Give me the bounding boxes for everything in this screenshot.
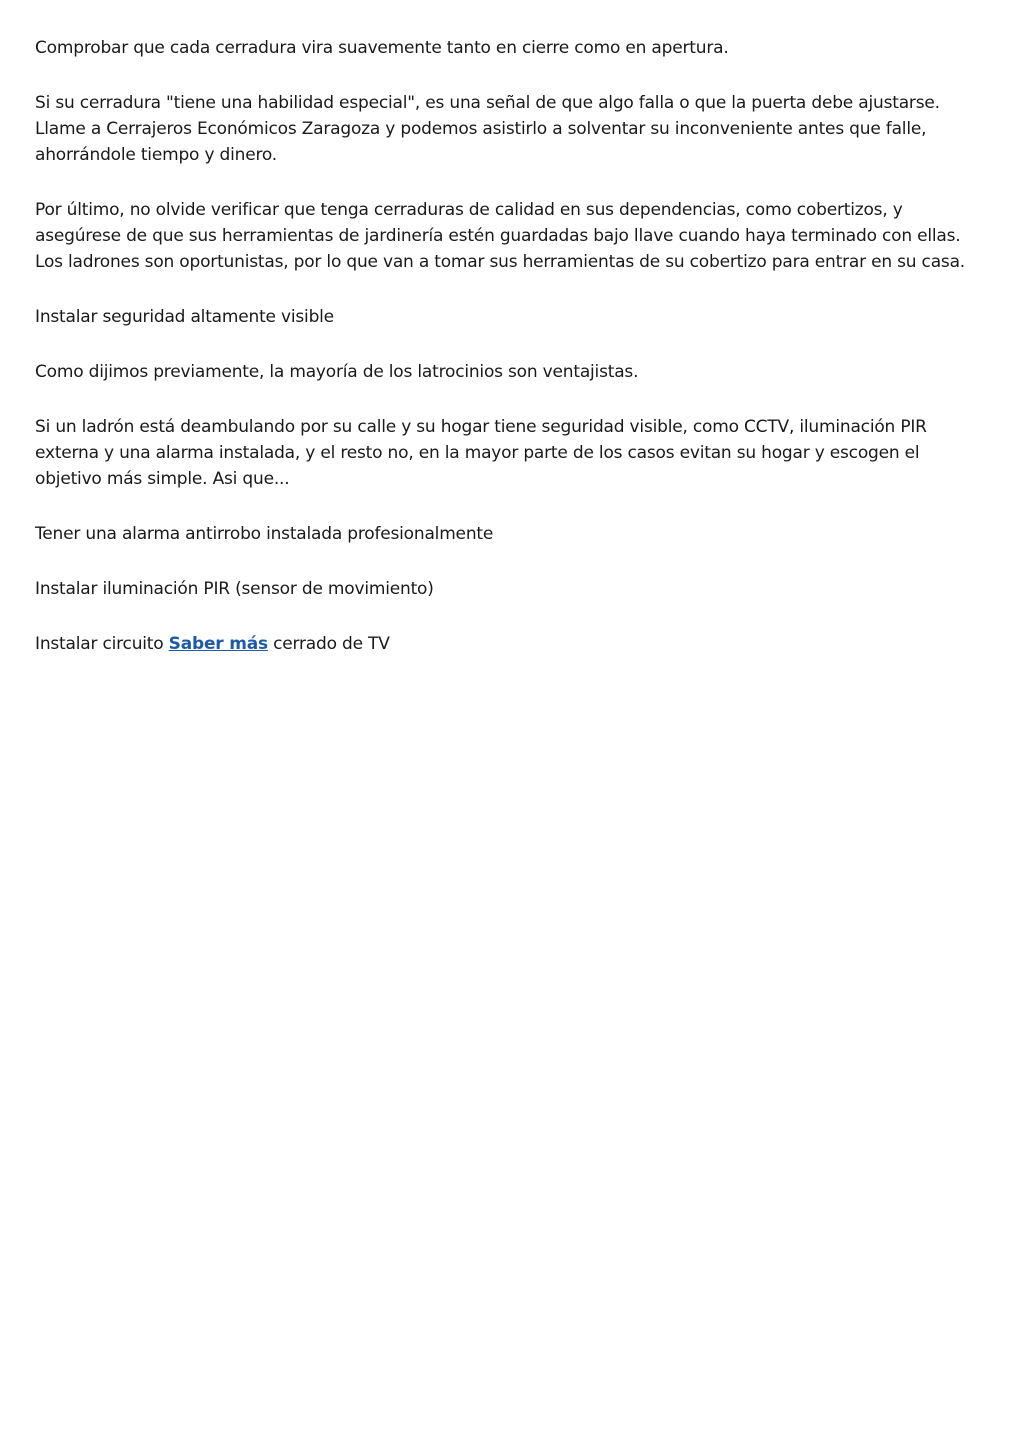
cctv-text-after: cerrado de TV	[267, 634, 390, 654]
paragraph-visible-security: Instalar seguridad altamente visible	[35, 307, 334, 327]
paragraph-pir-lighting: Instalar iluminación PIR (sensor de movimiento)	[35, 579, 434, 599]
document-body	[35, 35, 990, 686]
paragraph-burglar-street: Si un ladrón está deambulando por su calle y su hogar tiene seguridad visible, como CCTV, iluminación PIR externa y una alarma instalada, y el resto no, en la mayor parte de los casos evitan su hogar y escogen el objetivo más simple. Asi que...	[35, 417, 927, 489]
paragraph-opportunist: Como dijimos previamente, la mayoría de los latrocinios son ventajistas.	[35, 362, 639, 382]
cctv-text-before: Instalar circuito	[35, 634, 169, 654]
saber-mas-link[interactable]: Saber más	[168, 634, 268, 654]
paragraph-cctv	[35, 631, 990, 657]
paragraph-alarm: Tener una alarma antirrobo instalada profesionalmente	[35, 524, 494, 544]
paragraph-special-skill: Si su cerradura "tiene una habilidad especial", es una señal de que algo falla o que la puerta debe ajustarse. Llame a Cerrajeros Económicos Zaragoza y podemos asistirlo a solventar su inconveniente antes que falle, ahorrándole tiempo y dinero.	[35, 93, 940, 165]
paragraph-outbuildings: Por último, no olvide verificar que tenga cerraduras de calidad en sus dependencias, como cobertizos, y asegúrese de que sus herramientas de jardinería estén guardadas bajo llave cuando haya terminado con ellas. Los ladrones son oportunistas, por lo que van a tomar sus herramientas de su cobertizo para entrar en su casa.	[35, 200, 966, 272]
paragraph-lock-check: Comprobar que cada cerradura vira suavemente tanto en cierre como en apertura.	[35, 38, 729, 58]
